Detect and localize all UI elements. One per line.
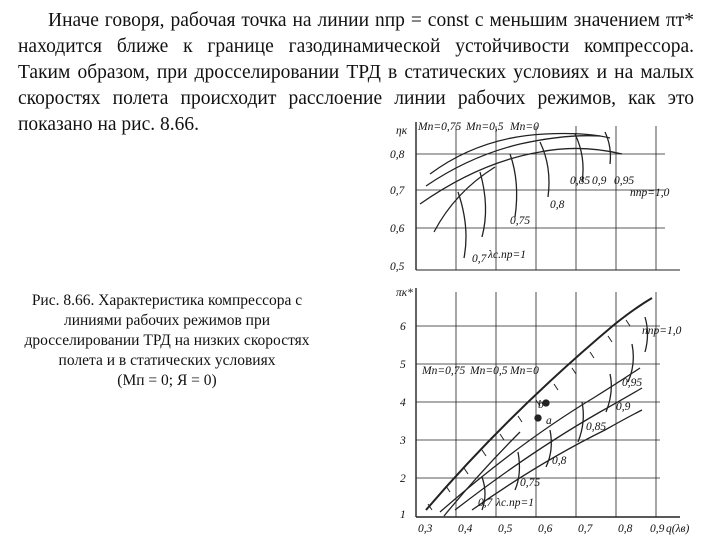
curve-label: Mп=0,5 xyxy=(470,365,508,377)
curve-label: Mп=0,75 xyxy=(418,121,462,133)
top-y-tick: 0,7 xyxy=(390,185,405,197)
curve-label: 0,95 xyxy=(614,175,635,187)
caption-line: полета и в статических условиях xyxy=(58,352,276,369)
x-tick: 0,3 xyxy=(418,523,433,535)
curve-label: Mп=0 xyxy=(510,365,539,377)
figure-caption xyxy=(14,291,320,391)
curve-label: 0,9 xyxy=(592,175,607,187)
compressor-characteristic-figure xyxy=(360,112,710,538)
curve-label: 0,7 xyxy=(478,497,493,509)
curve-label: 0,75 xyxy=(520,477,541,489)
point-label: b xyxy=(538,399,544,411)
bottom-y-axis-label: πк* xyxy=(396,287,413,299)
top-y-tick: 0,6 xyxy=(390,223,405,235)
x-tick: 0,4 xyxy=(458,523,473,535)
curve-label: 0,8 xyxy=(550,199,565,211)
top-y-axis-label: ηк xyxy=(396,125,408,137)
caption-line: Рис. 8.66. Характеристика компрессора с xyxy=(31,292,303,309)
bottom-y-tick: 4 xyxy=(400,397,406,409)
top-panel-curves xyxy=(420,132,622,258)
x-tick: 0,8 xyxy=(618,523,633,535)
curve-label: λс.пр=1 xyxy=(496,497,534,509)
curve-label: 0,9 xyxy=(616,401,631,413)
curve-label: Mп=0 xyxy=(510,121,539,133)
top-y-tick: 0,5 xyxy=(390,261,405,273)
curve-label: 0,85 xyxy=(586,421,607,433)
curve-label: λс.пр=1 xyxy=(488,249,526,261)
bottom-y-tick: 2 xyxy=(400,473,406,485)
x-tick: 0,9 xyxy=(650,523,665,535)
curve-label: 0,75 xyxy=(510,215,531,227)
bottom-y-tick: 3 xyxy=(400,435,406,447)
x-tick: 0,5 xyxy=(498,523,513,535)
top-y-tick: 0,8 xyxy=(390,149,405,161)
point-label: a xyxy=(546,415,552,427)
curve-label: 0,8 xyxy=(552,455,567,467)
x-tick: 0,7 xyxy=(578,523,593,535)
caption-line: дросселировании ТРД на низких скоростях xyxy=(24,332,310,349)
curve-label: 0,85 xyxy=(570,175,591,187)
curve-label: Mп=0,75 xyxy=(422,365,466,377)
paragraph-line: находится ближе к границе газодинамической устойчивости компрессора. xyxy=(18,36,694,57)
curve-label: Mп=0,5 xyxy=(466,121,504,133)
x-axis-label: q(λв) xyxy=(666,523,690,535)
paragraph-line: Таким образом, при дросселировании ТРД в статических условиях и на малых xyxy=(18,62,694,83)
paragraph-line: Иначе говоря, рабочая точка на линии nпр = const с меньшим значением πт* xyxy=(48,10,694,31)
caption-line: линиями рабочих режимов при xyxy=(63,312,271,329)
x-tick: 0,6 xyxy=(538,523,553,535)
paragraph-line: скоростях полета происходит расслоение линии рабочих режимов, как это xyxy=(18,88,694,109)
curve-label: nпр=1,0 xyxy=(642,325,682,337)
bottom-y-tick: 5 xyxy=(400,359,406,371)
bottom-y-tick: 1 xyxy=(400,509,406,521)
paragraph-line: показано на рис. 8.66. xyxy=(18,114,199,135)
bottom-y-tick: 6 xyxy=(400,321,406,333)
curve-label: 0,95 xyxy=(622,377,643,389)
figure-drawing xyxy=(360,112,710,538)
curve-label: 0,7 xyxy=(472,253,487,265)
curve-label: nпр=1,0 xyxy=(630,187,670,199)
caption-line: (Mп = 0; Я = 0) xyxy=(117,372,217,389)
